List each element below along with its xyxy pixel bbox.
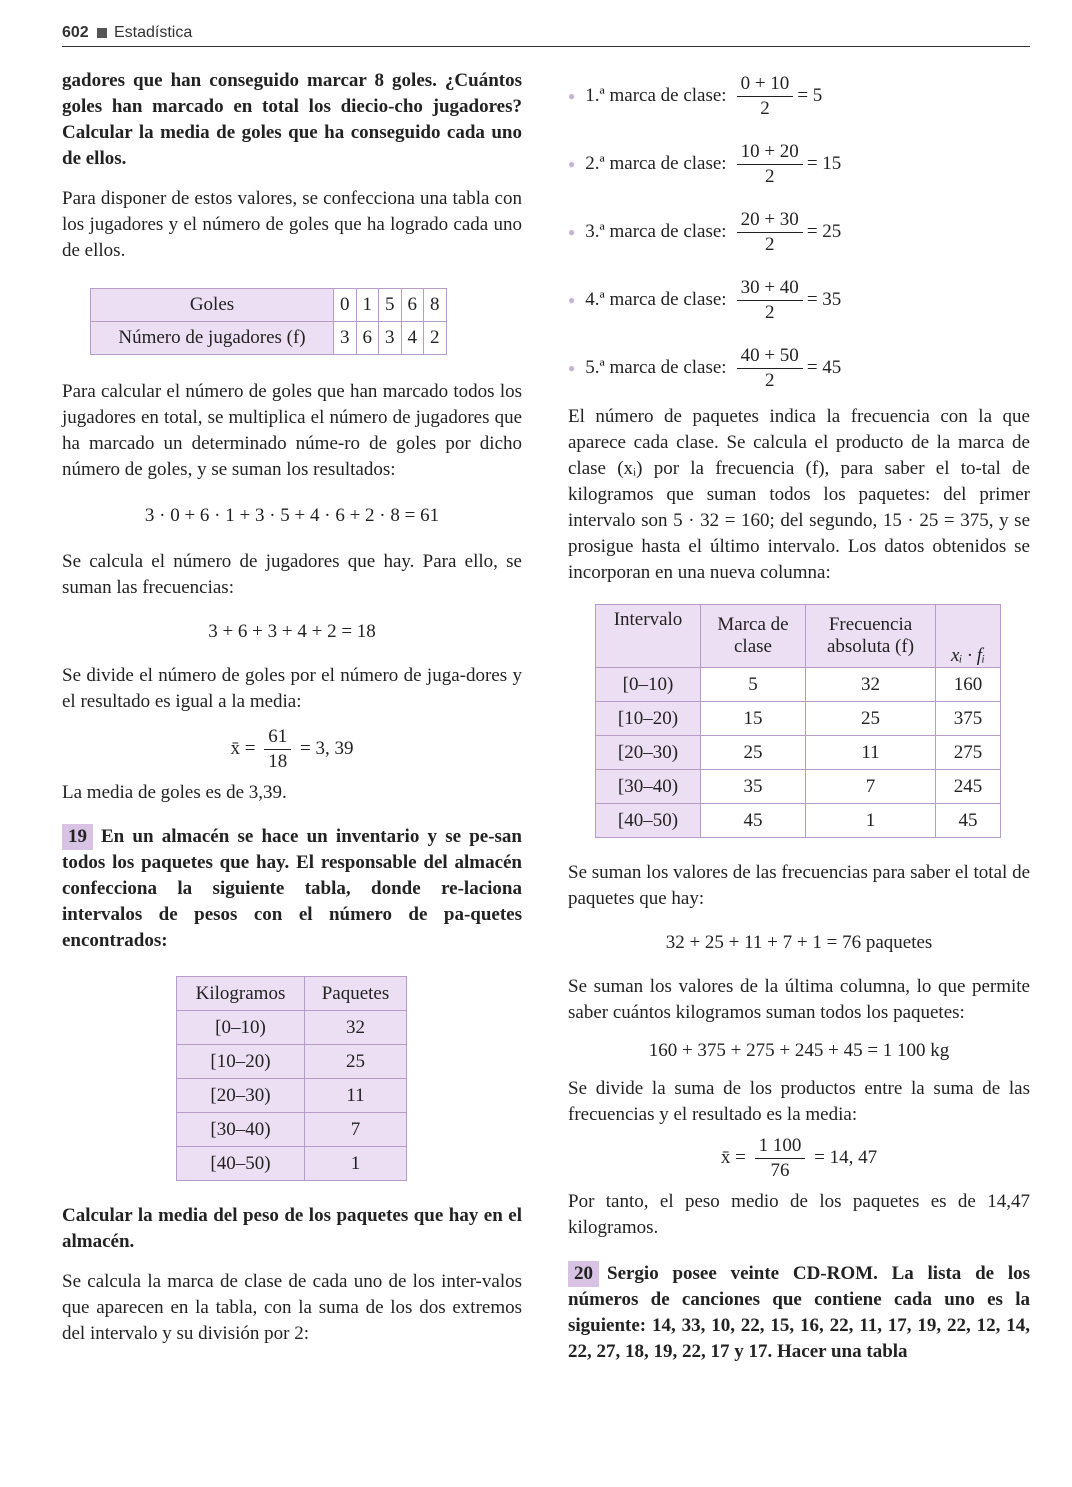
equation: 32 + 25 + 11 + 7 + 1 = 76 paquetes (665, 932, 933, 953)
question-text: Calcular la media del peso de los paquetes que hay en el almacén. (62, 1205, 522, 1252)
weights-table (176, 976, 407, 1181)
fraction (737, 276, 803, 325)
denominator: 18 (268, 751, 288, 772)
class-mark-label: 1.ª marca de clase: (585, 85, 727, 106)
table-cell: 1 (806, 804, 936, 838)
equation-rhs: = 14, 47 (814, 1146, 878, 1168)
table-cell: 1 (356, 289, 379, 322)
fraction (737, 344, 803, 393)
table-cell: [30–40) (177, 1113, 305, 1147)
bullet-icon: ● (568, 292, 576, 307)
table-cell: 25 (806, 702, 936, 736)
table-cell: [10–20) (596, 702, 701, 736)
table-cell: 32 (806, 668, 936, 702)
table-header-cell: Intervalo (596, 605, 701, 668)
equation: 3 + 6 + 3 + 4 + 2 = 18 (208, 621, 376, 642)
numerator: 20 + 30 (737, 208, 803, 233)
equation: 160 + 375 + 275 + 245 + 45 = 1 100 kg (648, 1040, 950, 1061)
table-cell: 1 (305, 1147, 407, 1181)
table-header-cell: Paquetes (305, 977, 407, 1011)
table-cell: [40–50) (596, 804, 701, 838)
table-cell: [40–50) (177, 1147, 305, 1181)
fraction (755, 1134, 806, 1183)
paragraph: Para disponer de estos valores, se confecciona una tabla con los jugadores y el número de goles que ha logrado cada uno de ellos. (62, 188, 522, 261)
table-cell: [10–20) (177, 1045, 305, 1079)
table-cell: 45 (936, 804, 1001, 838)
table-header-cell: xᵢ · fᵢ (936, 605, 1001, 668)
denominator: 2 (764, 301, 775, 323)
table-cell: 375 (936, 702, 1001, 736)
fraction (264, 725, 291, 774)
mean-equation (62, 725, 522, 774)
paragraph: Se divide la suma de los productos entre la suma de las frecuencias y el resultado es la media: (568, 1078, 1030, 1125)
paragraph: Se suman los valores de las frecuencias para saber el total de paquetes que hay: (568, 862, 1030, 909)
table-cell: 7 (806, 770, 936, 804)
class-mark-label: 5.ª marca de clase: (585, 357, 727, 378)
table-header-cell: Marca de clase (701, 605, 806, 668)
table-cell: 6 (356, 322, 379, 355)
numerator: 30 + 40 (737, 276, 803, 301)
denominator: 76 (770, 1160, 790, 1181)
result: = 15 (806, 153, 842, 174)
right-column (568, 62, 1030, 1365)
bullet-icon: ● (568, 88, 576, 103)
equation-lhs: x̄ = (230, 737, 256, 759)
table-cell: 4 (401, 322, 424, 355)
problem-number-badge: 19 (62, 824, 93, 850)
page-number: 602 (62, 24, 89, 41)
equation-lhs: x̄ = (720, 1146, 746, 1168)
square-bullet-icon (97, 28, 107, 38)
paragraph: La media de goles es de 3,39. (62, 782, 287, 803)
table-cell: [0–10) (596, 668, 701, 702)
goals-table (90, 288, 447, 355)
table-cell: 3 (334, 322, 357, 355)
table-cell: 3 (379, 322, 402, 355)
problem-number-badge: 20 (568, 1261, 599, 1287)
class-mark-row (568, 130, 1030, 198)
table-cell: 275 (936, 736, 1001, 770)
table-cell: 25 (305, 1045, 407, 1079)
fraction (737, 208, 803, 257)
class-mark-label: 3.ª marca de clase: (585, 221, 727, 242)
table-cell: 11 (806, 736, 936, 770)
table-cell: 160 (936, 668, 1001, 702)
denominator: 2 (764, 233, 775, 255)
table-cell: [20–30) (596, 736, 701, 770)
paragraph: Se divide el número de goles por el número de juga-dores y el resultado es igual a la media: (62, 665, 522, 712)
paragraph: Se suman los valores de la última columna, lo que permite saber cuántos kilogramos suman todos los paquetes: (568, 976, 1030, 1023)
class-mark-row (568, 334, 1030, 402)
denominator: 2 (760, 97, 770, 119)
table-header-cell: Número de jugadores (f) (91, 322, 334, 355)
class-mark-label: 2.ª marca de clase: (585, 153, 727, 174)
table-cell: 8 (424, 289, 447, 322)
class-mark-row (568, 266, 1030, 334)
table-cell: 0 (334, 289, 357, 322)
paragraph: Se calcula el número de jugadores que hay. Para ello, se suman las frecuencias: (62, 551, 522, 598)
result: = 25 (806, 221, 842, 242)
class-mark-row (568, 62, 1030, 130)
table-header-cell: Kilogramos (177, 977, 305, 1011)
frequency-table (595, 604, 1001, 838)
table-cell: [20–30) (177, 1079, 305, 1113)
table-cell: 35 (701, 770, 806, 804)
paragraph: Se calcula la marca de clase de cada uno de los inter-valos que aparecen en la tabla, con la suma de los dos extremos del intervalo y su división por 2: (62, 1271, 522, 1344)
result: = 45 (806, 357, 842, 378)
bullet-icon: ● (568, 360, 576, 375)
numerator: 1 100 (755, 1134, 806, 1159)
bullet-icon: ● (568, 224, 576, 239)
denominator: 2 (764, 165, 775, 187)
left-column (62, 68, 522, 1347)
numerator: 61 (264, 725, 291, 750)
numerator: 10 + 20 (737, 140, 803, 165)
class-mark-label: 4.ª marca de clase: (585, 289, 727, 310)
page-header (62, 20, 1030, 47)
table-cell: 15 (701, 702, 806, 736)
result: = 35 (806, 289, 842, 310)
paragraph: Para calcular el número de goles que han marcado todos los jugadores en total, se multiplica el número de jugadores que ha marcado un determinado núme-ro de goles por dicho número de goles, y se suman los resultados: (62, 381, 522, 480)
bullet-icon: ● (568, 156, 576, 171)
problem-text: En un almacén se hace un inventario y se pe-san todos los paquetes que hay. El responsable del almacén confecciona la siguiente tabla, donde re-laciona intervalos de pesos con el número de pa-quetes encontrados: (62, 826, 522, 951)
problem-text: gadores que han conseguido marcar 8 goles. ¿Cuántos goles han marcado en total los diecio-cho jugadores? Calcular la media de goles que ha conseguido cada uno de ellos. (62, 70, 522, 169)
table-cell: 11 (305, 1079, 407, 1113)
mean-equation (568, 1134, 1030, 1183)
paragraph: El número de paquetes indica la frecuencia con la que aparece cada clase. Se calcula el producto de la marca de clase (xᵢ) por la frecuencia (f), para saber el to-tal de kilogramos que suman todos los paquetes: del primer intervalo son 5 · 32 = 160; del segundo, 15 · 25 = 375, y se prosigue hasta el último intervalo. Los datos obtenidos se incorporan en una nueva columna: (568, 406, 1030, 583)
table-cell: 245 (936, 770, 1001, 804)
table-header-cell: Frecuencia absoluta (f) (806, 605, 936, 668)
equation-rhs: = 3, 39 (300, 737, 354, 759)
result: = 5 (797, 85, 823, 106)
numerator: 40 + 50 (737, 344, 803, 369)
denominator: 2 (764, 369, 775, 391)
numerator: 0 + 10 (737, 72, 794, 97)
table-cell: 5 (701, 668, 806, 702)
fraction (737, 140, 803, 189)
equation: 3 · 0 + 6 · 1 + 3 · 5 + 4 · 6 + 2 · 8 = 61 (144, 505, 440, 526)
table-cell: 45 (701, 804, 806, 838)
section-title: Estadística (114, 24, 193, 41)
table-cell: 2 (424, 322, 447, 355)
table-cell: 6 (401, 289, 424, 322)
paragraph: Por tanto, el peso medio de los paquetes es de 14,47 kilogramos. (568, 1191, 1030, 1238)
problem-20 (568, 1261, 1030, 1365)
table-cell: 25 (701, 736, 806, 770)
table-cell: 7 (305, 1113, 407, 1147)
problem-text: Sergio posee veinte CD-ROM. La lista de los números de canciones que contiene cada uno es la siguiente: 14, 33, 10, 22, 15, 16, 22, 11, 17, 19, 22, 12, 14, 22, 27, 18, 19, 22, 17 y 17. Hacer una tabla (568, 1263, 1030, 1362)
fraction (737, 72, 794, 121)
table-header-cell: Goles (91, 289, 334, 322)
problem-19 (62, 824, 522, 954)
table-cell: 32 (305, 1011, 407, 1045)
class-mark-row (568, 198, 1030, 266)
table-cell: 5 (379, 289, 402, 322)
table-cell: [30–40) (596, 770, 701, 804)
table-cell: [0–10) (177, 1011, 305, 1045)
